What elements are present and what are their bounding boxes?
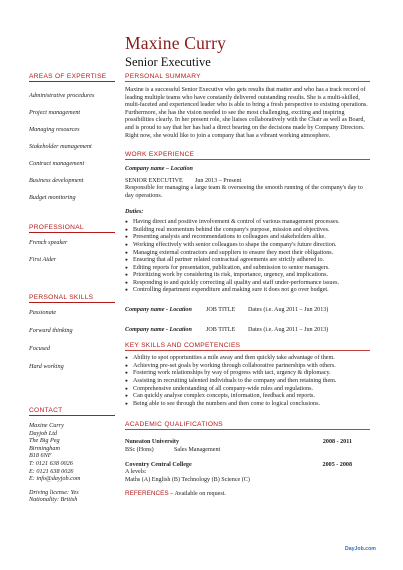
education-years: 2008 - 2011 — [322, 439, 352, 446]
contact-line: B18 6NF — [29, 452, 52, 460]
skill-item: ● Achieving pre-set goals by working through collaborative partnerships with others. — [125, 363, 370, 371]
contact-line: Birmingham — [29, 444, 60, 452]
duty-item: ● Editing reports for presentation, publication, and submission to senior managers. — [125, 265, 370, 273]
references-heading: REFERENCES — [125, 490, 169, 498]
contact-line: The Big Peg — [29, 437, 60, 445]
nationality: Nationality: British — [29, 496, 78, 504]
skill-item: ● Assisting in recruiting talented individuals to the company and then retaining them. — [125, 378, 370, 386]
personal-summary-text: Maxine is a successful Senior Executive who gets results that matter and who has a track record of leading multiple teams who have constantly delivered outstanding results. She is a multi-skilled, multi-faceted and experienced leader who is able to bring a fresh perspective to existing operations. Furthermore, she has the vision needed to see the most challenging, exciting and inspiring possibilities clearly. In her present role, she liaises collaboratively with the Chair as well as Board, and is proud to say that her has had a direct bearing on the decisions made by Company Directors. Right now, she would like to join a company that has a vibrant working atmosphere. — [125, 87, 368, 139]
duty-item: ● Prioritizing work by considering its risk, importance, urgency, and implications. — [125, 272, 370, 280]
skill-item: ● Ability to spot opportunities a mile away and then quickly take advantage of them. — [125, 355, 370, 363]
personal-skill-item: Passionate — [29, 309, 57, 316]
expertise-item: Business development — [29, 177, 84, 184]
education-school: Coventry Central College — [125, 461, 192, 468]
education-subject: Sales Management — [174, 447, 221, 453]
duties-label: Duties: — [125, 208, 144, 215]
work-experience-heading: WORK EXPERIENCE — [125, 151, 370, 160]
references-row — [125, 490, 370, 499]
skill-item: ● Can quickly analyse complex concepts, information, feedback and reports. — [125, 393, 370, 401]
current-dates: Jun 2013 – Present — [195, 177, 242, 184]
current-company: Company name – Location — [125, 166, 193, 173]
professional-item: First Aider — [29, 256, 57, 263]
expertise-item: Contract management — [29, 160, 85, 167]
expertise-item: Managing resources — [29, 126, 80, 133]
past-job-company: Company name - Location — [125, 326, 192, 333]
duty-item: ● Ensuring that all partner related contractual agreements are strictly adhered to. — [125, 257, 370, 265]
expertise-item: Administrative procedures — [29, 92, 95, 99]
contact-phone: T: 0121 638 0026 — [29, 459, 73, 467]
areas-of-expertise-heading: AREAS OF EXPERTISE — [29, 73, 115, 82]
duty-item: ● Building real momentum behind the company's purpose, mission and objectives. — [125, 227, 370, 235]
dayjob-logo[interactable]: DayJob.com — [345, 546, 376, 552]
contact-phone-alt: E: 0121 638 0026 — [29, 467, 74, 475]
education-school: Nuneaton University — [125, 439, 179, 446]
personal-skill-item: Forward thinking — [29, 327, 73, 334]
expertise-list — [29, 92, 115, 202]
references-text: – Available on request. — [170, 491, 226, 498]
duties-list — [125, 219, 370, 295]
duty-item: ● Presenting analysis and recommendations to colleagues and stakeholders alike. — [125, 234, 370, 242]
education-subject: Maths (A) English (B) Technology (B) Science (C) — [125, 476, 250, 483]
contact-block — [29, 422, 115, 483]
personal-skill-item: Focused — [29, 345, 50, 352]
personal-skill-item: Hard working — [29, 363, 64, 370]
expertise-item: Project management — [29, 109, 81, 116]
candidate-name: Maxine Curry — [125, 33, 227, 53]
expertise-item: Stakeholder management — [29, 143, 92, 150]
education-row — [125, 462, 370, 470]
contact-heading: CONTACT — [29, 407, 115, 416]
expertise-item: Budget monitoring — [29, 194, 76, 201]
academic-heading: ACADEMIC QUALIFICATIONS — [125, 421, 370, 430]
main-content — [125, 73, 370, 499]
duty-item: ● Managing external contractors and suppliers to ensure they meet their obligations. — [125, 250, 370, 258]
duty-item: ● Responding to and quickly correcting all quality and staff under-performance issues. — [125, 280, 370, 288]
education-degree: A levels: — [125, 469, 147, 476]
past-job-dates: Dates (i.e. Aug 2011 – Jun 2013) — [248, 307, 329, 314]
contact-email[interactable]: E: info@dayjob.com — [29, 475, 81, 483]
skill-item: ● Comprehensive understanding of all company-wide rules and regulations. — [125, 386, 370, 394]
personal-summary-heading: PERSONAL SUMMARY — [125, 73, 370, 82]
sidebar — [29, 73, 115, 504]
past-job-row — [125, 307, 370, 315]
personal-skills-heading: PERSONAL SKILLS — [29, 294, 115, 303]
job-title: Senior Executive — [125, 55, 211, 69]
duty-item: ● Working effectively with senior colleagues to shape the company's future direction. — [125, 242, 370, 250]
duty-item: ● Controlling department expenditure and making sure it does not go over budget. — [125, 287, 370, 295]
skills-list — [125, 355, 370, 408]
driving-license: Driving license: Yes — [29, 488, 79, 496]
skill-item: ● Being able to see through the numbers and then come to logical conclusions. — [125, 401, 370, 409]
past-job-company: Company name - Location — [125, 307, 192, 314]
key-skills-heading: KEY SKILLS AND COMPETENCIES — [125, 342, 370, 351]
education-detail-row — [125, 447, 370, 455]
education-row — [125, 439, 370, 447]
past-job-title: JOB TITLE — [206, 326, 236, 333]
past-job-title: JOB TITLE — [206, 307, 236, 314]
professional-item: French speaker — [29, 239, 68, 246]
current-role: SENIOR EXECUTIVE — [125, 177, 183, 184]
contact-line: Maxine Curry — [29, 422, 64, 429]
duty-item: ● Having direct and positive involvement & control of various management processes. — [125, 219, 370, 227]
contact-line: Dayjob Ltd — [29, 429, 58, 437]
past-job-row — [125, 327, 370, 335]
past-job-dates: Dates (i.e. Aug 2011 – Jun 2013) — [248, 326, 329, 333]
education-degree: BSc (Hons) — [125, 447, 154, 453]
responsibility-text: Responsible for managing a large team & overseeing the smooth running of the company's day to day operations. — [125, 185, 363, 199]
skill-item: ● Fostering work relationships by way of progress with tact, urgency & diplomacy. — [125, 370, 370, 378]
professional-heading: PROFESSIONAL — [29, 224, 115, 233]
education-years: 2005 - 2008 — [322, 461, 352, 468]
